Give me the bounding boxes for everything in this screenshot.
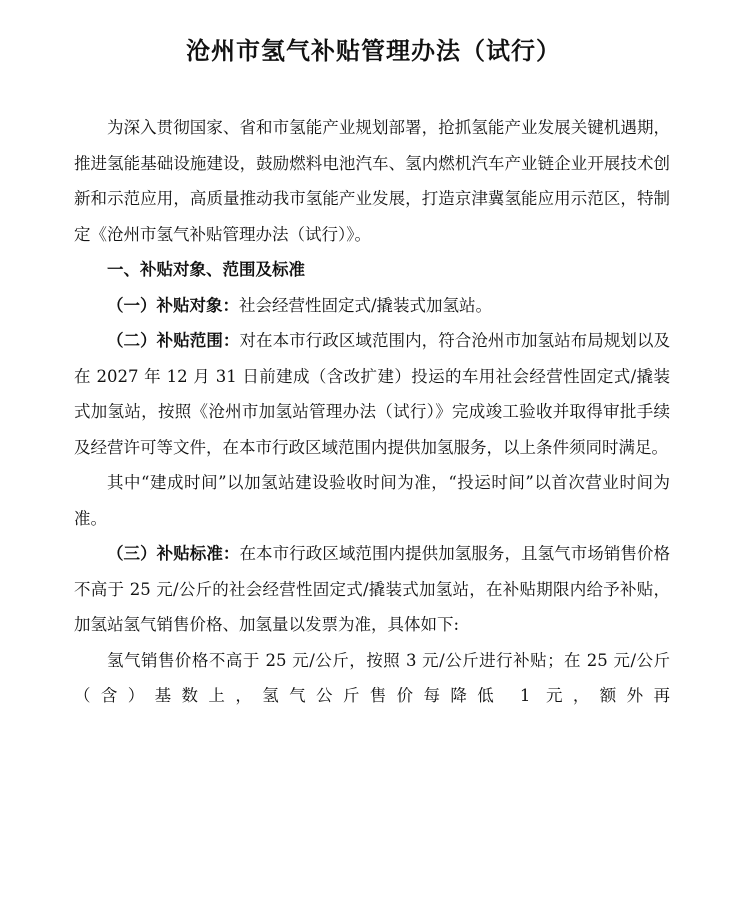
- item1-paragraph: [74, 288, 670, 324]
- item1-label: （一）补贴对象：: [107, 295, 239, 315]
- document-title: 沧州市氢气补贴管理办法（试行）: [186, 37, 561, 65]
- item2-note: 其中“建成时间”以加氢站建设验收时间为准，“投运时间”以首次营业时间为准。: [74, 473, 670, 528]
- document-body: [74, 110, 670, 714]
- item2-label: （二）补贴范围：: [107, 331, 240, 350]
- item3-detail: 氢气销售价格不高于 25 元/公斤，按照 3 元/公斤进行补贴；在 25 元/公斤（含）基数上，氢气公斤售价每降低 1 元，额外再: [74, 650, 670, 705]
- item2-paragraph: [74, 323, 670, 465]
- section1-heading: 一、补贴对象、范围及标准: [107, 260, 305, 279]
- item1-text: 社会经营性固定式/撬装式加氢站。: [239, 295, 493, 315]
- item3-paragraph: [74, 536, 670, 643]
- item3-label: （三）补贴标准：: [107, 544, 240, 563]
- item3-text: 在本市行政区域范围内提供加氢服务，且氢气市场销售价格不高于 25 元/公斤的社会经营性固定式/撬装式加氢站，在补贴期限内给予补贴，加氢站氢气销售价格、加氢量以发票为准，具体如下:: [74, 544, 671, 634]
- intro-paragraph: 为深入贯彻国家、省和市氢能产业规划部署，抢抓氢能产业发展关键机遇期，推进氢能基础设施建设，鼓励燃料电池汽车、氢内燃机汽车产业链企业开展技术创新和示范应用，高质量推动我市氢能产业发展，打造京津冀氢能应用示范区，特制定《沧州市氢气补贴管理办法（试行）》。: [74, 118, 670, 244]
- section-heading: [74, 252, 670, 288]
- item2-text: 对在本市行政区域范围内，符合沧州市加氢站布局规划以及在 2027 年 12 月 31 日前建成（含改扩建）投运的车用社会经营性固定式/撬装式加氢站，按照《沧州市加氢站管理办法（试行）》完成竣工验收并取得审批手续及经营许可等文件，在本市行政区域范围内提供加氢服务，以上条件须同时满足。: [74, 331, 671, 457]
